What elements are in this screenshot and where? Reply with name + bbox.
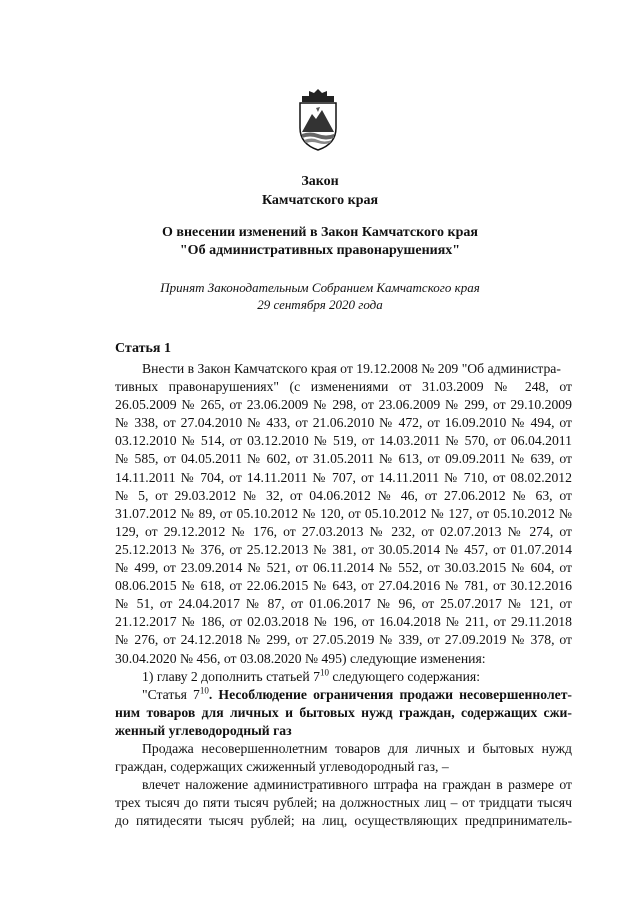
item-text-end: следующего содержания: <box>328 668 481 684</box>
body-line: Внести в Закон Камчатского края от 19.12.2008 № 209 "Об администра- <box>142 361 561 376</box>
article-body <box>115 360 572 830</box>
body-line: 14.11.2011 № 704, от 14.11.2011 № 707, от 14.11.2011 № 710, от 08.02.2012 <box>115 469 572 485</box>
new-article-title-end: женный углеводородный газ <box>115 722 292 738</box>
body-line: 25.12.2013 № 376, от 25.12.2013 № 381, от 30.05.2014 № 457, от 01.07.2014 <box>115 541 572 557</box>
document-title-region: Камчатского края <box>261 193 379 208</box>
body-line: 21.12.2017 № 186, от 02.03.2018 № 196, от 16.04.2018 № 211, от 29.11.2018 <box>115 614 572 630</box>
adoption-date: 29 сентября 2020 года <box>257 297 383 312</box>
document-subject: О внесении изменений в Закон Камчатского края <box>162 225 478 240</box>
body-line: № 5, от 29.03.2012 № 32, от 04.06.2012 № 46, от 27.06.2012 № 63, от <box>115 487 572 503</box>
body-line: 08.06.2015 № 618, от 22.06.2015 № 643, от 27.04.2016 № 781, от 30.12.2016 <box>115 578 572 594</box>
body-line: № 499, от 23.09.2014 № 521, от 06.11.2014 № 552, от 30.03.2015 № 604, от <box>115 560 572 576</box>
adoption-note: Принят Законодательным Собранием Камчатского края <box>160 280 480 295</box>
body-line: граждан, содержащих сжиженный углеводородный газ, – <box>115 759 449 775</box>
new-article-heading <box>115 686 572 704</box>
amendment-item-1 <box>115 668 572 686</box>
new-article-title-continued: ним товаров для личных и бытовых нужд граждан, содержащих сжи- <box>115 704 572 720</box>
kamchatka-coat-of-arms-icon <box>294 88 342 152</box>
body-line: трех тысяч до пяти тысяч рублей; на должностных лиц – от тридцати тысяч <box>115 795 572 811</box>
document-subject-continued: "Об административных правонарушениях" <box>179 243 461 258</box>
body-line: 30.04.2020 № 456, от 03.08.2020 № 495) следующие изменения: <box>115 650 486 666</box>
quote-superscript: 10 <box>199 685 209 696</box>
new-article-title: . Несоблюдение ограничения продажи несовершеннолет- <box>208 686 572 702</box>
body-line: 31.07.2012 № 89, от 05.10.2012 № 120, от 05.10.2012 № 127, от 05.10.2012 № <box>115 505 572 521</box>
body-line: № 276, от 24.12.2018 № 299, от 27.05.2019 № 339, от 27.09.2019 № 378, от <box>115 632 572 648</box>
item-text: 1) главу 2 дополнить статьей 7 <box>142 668 320 684</box>
quote-prefix: "Статья 7 <box>142 686 200 702</box>
body-line: 26.05.2009 № 265, от 23.06.2009 № 298, от 23.06.2009 № 299, от 29.10.2009 <box>115 397 572 413</box>
body-line: влечет наложение административного штрафа на граждан в размере от <box>142 777 572 793</box>
body-line: № 51, от 24.04.2017 № 87, от 01.06.2017 № 96, от 25.07.2017 № 121, от <box>115 596 572 612</box>
body-line: 129, от 29.12.2012 № 176, от 27.03.2013 № 232, от 02.07.2013 № 274, от <box>115 523 572 539</box>
body-line: 03.12.2010 № 514, от 03.12.2010 № 519, от 14.03.2011 № 570, от 06.04.2011 <box>115 433 572 449</box>
body-line: тивных правонарушениях" (с изменениями от 31.03.2009 № 248, от <box>115 379 572 395</box>
body-line: Продажа несовершеннолетним товаров для личных и бытовых нужд <box>142 740 572 756</box>
body-line: № 338, от 27.04.2010 № 433, от 21.06.2010 № 472, от 16.09.2010 № 494, от <box>115 415 572 431</box>
body-line: № 585, от 04.05.2011 № 602, от 31.05.2011 № 613, от 09.09.2011 № 639, от <box>115 451 572 467</box>
document-title: Закон <box>301 174 339 189</box>
body-line: до пятидесяти тысяч рублей; на лиц, осуществляющих предприниматель- <box>115 813 572 829</box>
item-superscript: 10 <box>319 667 329 678</box>
article-heading: Статья 1 <box>115 341 171 356</box>
